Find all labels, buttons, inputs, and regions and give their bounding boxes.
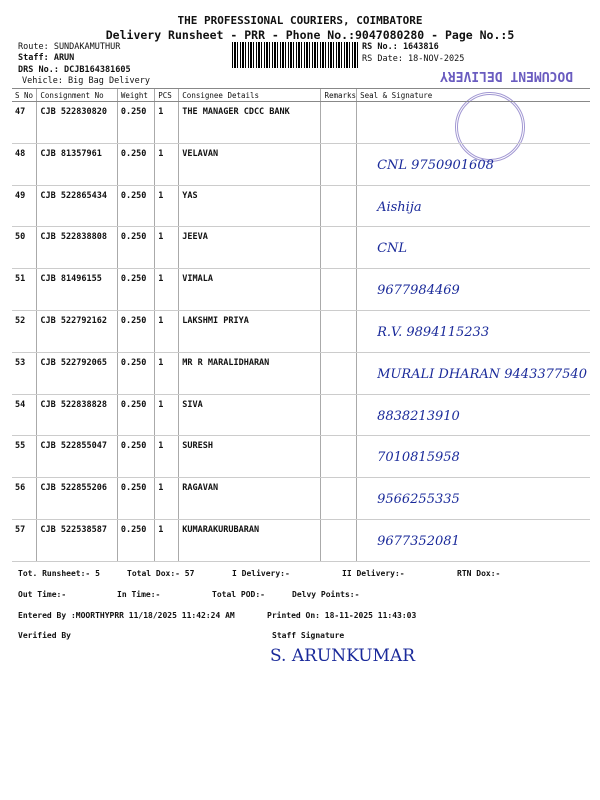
- in-time: In Time:-: [117, 590, 161, 599]
- remarks-cell: [321, 185, 357, 227]
- rs-no: RS No.: 1643816: [362, 42, 439, 52]
- barcode: [232, 42, 358, 68]
- remarks-cell: [321, 227, 357, 269]
- cell-sno: 57: [12, 519, 37, 561]
- cell-pcs: 1: [155, 102, 179, 144]
- verified-by: Verified By: [18, 631, 71, 640]
- signature-cell: MURALI DHARAN 9443377540: [357, 352, 590, 394]
- entered-by: Entered By :MOORTHYPRR 11/18/2025 11:42:24 AM: [18, 611, 235, 620]
- signature-cell: 7010815958: [357, 436, 590, 478]
- signature-cell: CNL: [357, 227, 590, 269]
- cell-cno: CJB 522830820: [37, 102, 117, 144]
- cell-wt: 0.250: [117, 519, 154, 561]
- cell-wt: 0.250: [117, 478, 154, 520]
- cell-cno: CJB 81496155: [37, 269, 117, 311]
- cell-cno: CJB 522838808: [37, 227, 117, 269]
- cell-name: JEEVA: [179, 227, 321, 269]
- remarks-cell: [321, 310, 357, 352]
- cell-cno: CJB 522538587: [37, 519, 117, 561]
- signature-cell: CNL 9750901608: [357, 143, 590, 185]
- delvy-points: Delvy Points:-: [292, 590, 360, 599]
- remarks-cell: [321, 436, 357, 478]
- cell-sno: 51: [12, 269, 37, 311]
- cell-sno: 55: [12, 436, 37, 478]
- cell-name: THE MANAGER CDCC BANK: [179, 102, 321, 144]
- table-row: [12, 269, 590, 311]
- cell-name: YAS: [179, 185, 321, 227]
- staff-signature-label: Staff Signature: [272, 631, 345, 640]
- runsheet-table: [12, 88, 590, 562]
- cell-name: VIMALA: [179, 269, 321, 311]
- out-time: Out Time:-: [18, 590, 67, 599]
- column-header: Weight: [117, 89, 154, 102]
- cell-name: SURESH: [179, 436, 321, 478]
- route: Route: SUNDAKAMUTHUR: [18, 42, 121, 52]
- signature-cell: 9566255335: [357, 478, 590, 520]
- remarks-cell: [321, 269, 357, 311]
- table-row: [12, 352, 590, 394]
- cell-wt: 0.250: [117, 143, 154, 185]
- cell-name: KUMARAKURUBARAN: [179, 519, 321, 561]
- remarks-cell: [321, 478, 357, 520]
- cell-name: SIVA: [179, 394, 321, 436]
- total-pod: Total POD:-: [212, 590, 265, 599]
- signature-cell: R.V. 9894115233: [357, 310, 590, 352]
- column-header: Consignment No: [37, 89, 117, 102]
- remarks-cell: [321, 102, 357, 144]
- tot-runsheet: Tot. Runsheet:- 5: [18, 569, 100, 578]
- cell-pcs: 1: [155, 478, 179, 520]
- signature-cell: 9677984469: [357, 269, 590, 311]
- printed-on: Printed On: 18-11-2025 11:43:03: [267, 611, 417, 620]
- table-row: [12, 478, 590, 520]
- runsheet-subtitle: Delivery Runsheet - PRR - Phone No.:9047080280 - Page No.:5: [105, 28, 515, 42]
- column-header: Consignee Details: [179, 89, 321, 102]
- document-delivery-stamp: DOCUMENT DELIVERY: [440, 68, 574, 83]
- cell-pcs: 1: [155, 519, 179, 561]
- column-header: PCS: [155, 89, 179, 102]
- cell-sno: 47: [12, 102, 37, 144]
- rtn-dox: RTN Dox:-: [457, 569, 501, 578]
- cell-cno: CJB 81357961: [37, 143, 117, 185]
- cell-name: RAGAVAN: [179, 478, 321, 520]
- cell-name: MR R MARALIDHARAN: [179, 352, 321, 394]
- cell-cno: CJB 522792162: [37, 310, 117, 352]
- cell-wt: 0.250: [117, 394, 154, 436]
- i-delivery: I Delivery:-: [232, 569, 290, 578]
- table-row: [12, 394, 590, 436]
- cell-cno: CJB 522792065: [37, 352, 117, 394]
- ii-delivery: II Delivery:-: [342, 569, 405, 578]
- signature-cell: 9677352081: [357, 519, 590, 561]
- cell-wt: 0.250: [117, 352, 154, 394]
- remarks-cell: [321, 143, 357, 185]
- rs-date: RS Date: 18-NOV-2025: [362, 54, 465, 64]
- company-title: THE PROFESSIONAL COURIERS, COIMBATORE: [177, 14, 423, 27]
- cell-wt: 0.250: [117, 227, 154, 269]
- staff: Staff: ARUN: [18, 53, 75, 63]
- cell-sno: 49: [12, 185, 37, 227]
- cell-name: VELAVAN: [179, 143, 321, 185]
- remarks-cell: [321, 519, 357, 561]
- cell-sno: 50: [12, 227, 37, 269]
- drs-no: DRS No.: DCJB164381605: [18, 65, 131, 75]
- cell-pcs: 1: [155, 143, 179, 185]
- total-dox: Total Dox:- 57: [127, 569, 195, 578]
- cell-pcs: 1: [155, 310, 179, 352]
- cell-wt: 0.250: [117, 310, 154, 352]
- cell-pcs: 1: [155, 352, 179, 394]
- cell-pcs: 1: [155, 436, 179, 478]
- cell-pcs: 1: [155, 227, 179, 269]
- signature-cell: 8838213910: [357, 394, 590, 436]
- cell-cno: CJB 522855047: [37, 436, 117, 478]
- cell-pcs: 1: [155, 269, 179, 311]
- cell-wt: 0.250: [117, 436, 154, 478]
- cell-pcs: 1: [155, 394, 179, 436]
- signature-cell: [357, 102, 590, 144]
- cell-wt: 0.250: [117, 269, 154, 311]
- cell-pcs: 1: [155, 185, 179, 227]
- table-row: [12, 227, 590, 269]
- cell-sno: 48: [12, 143, 37, 185]
- table-row: [12, 143, 590, 185]
- column-header: Remarks: [321, 89, 357, 102]
- remarks-cell: [321, 394, 357, 436]
- column-header: S No: [12, 89, 37, 102]
- cell-sno: 54: [12, 394, 37, 436]
- cell-sno: 56: [12, 478, 37, 520]
- staff-signature: S. ARUNKUMAR: [270, 646, 416, 666]
- remarks-cell: [321, 352, 357, 394]
- table-row: [12, 436, 590, 478]
- cell-name: LAKSHMI PRIYA: [179, 310, 321, 352]
- signature-cell: Aishija: [357, 185, 590, 227]
- cell-wt: 0.250: [117, 102, 154, 144]
- table-row: [12, 102, 590, 144]
- cell-wt: 0.250: [117, 185, 154, 227]
- column-header: Seal & Signature: [357, 89, 590, 102]
- vehicle: Vehicle: Big Bag Delivery: [22, 76, 150, 86]
- cell-sno: 52: [12, 310, 37, 352]
- cell-cno: CJB 522855206: [37, 478, 117, 520]
- cell-cno: CJB 522838828: [37, 394, 117, 436]
- cell-sno: 53: [12, 352, 37, 394]
- cell-cno: CJB 522865434: [37, 185, 117, 227]
- table-row: [12, 519, 590, 561]
- table-row: [12, 185, 590, 227]
- table-row: [12, 310, 590, 352]
